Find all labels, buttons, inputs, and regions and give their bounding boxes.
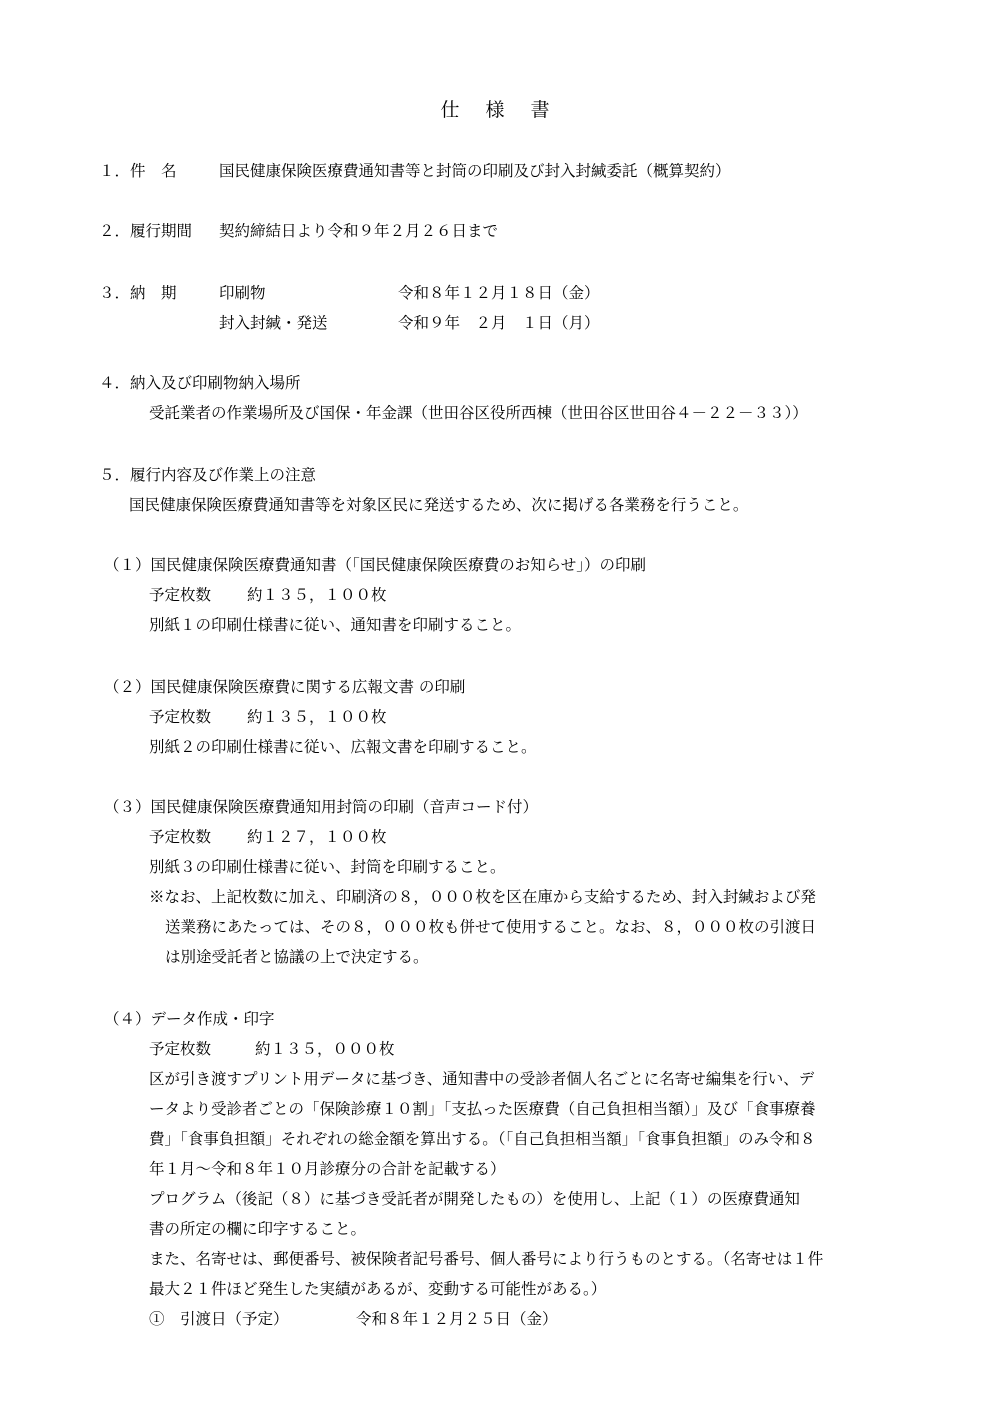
item-4-body-line: 最大２１件ほど発生した実績があるが、変動する可能性がある。） xyxy=(149,1280,607,1298)
delivery-date: 令和９年 ２月 １日（月） xyxy=(398,314,600,332)
item-4-body-line: 費」「食事負担額」それぞれの総金額を算出する。（「自己負担相当額」「食事負担額」のみ令和８ xyxy=(149,1130,816,1148)
item-2-count-label: 予定枚数 xyxy=(149,708,212,726)
item-3-remark-line: は別途受託者と協議の上で決定する。 xyxy=(165,948,429,966)
item-2-note: 別紙２の印刷仕様書に従い、広報文書を印刷すること。 xyxy=(149,738,537,756)
delivery-item: 印刷物 xyxy=(219,284,266,302)
section-4-label: ４．納入及び印刷物納入場所 xyxy=(99,374,301,392)
item-4-count: 約１３５，０００枚 xyxy=(255,1040,395,1058)
item-4-body-line: ータより受診者ごとの「保険診療１０割」「支払った医療費（自己負担相当額）」及び「食事療養 xyxy=(149,1100,816,1118)
delivery-date: 令和８年１２月１８日（金） xyxy=(398,284,600,302)
section-5-label: ５．履行内容及び作業上の注意 xyxy=(99,466,317,484)
item-4-body-line: プログラム（後記（８）に基づき受託者が開発したもの）を使用し、上記（１）の医療費通知 xyxy=(149,1190,800,1208)
item-4-count-label: 予定枚数 xyxy=(149,1040,212,1058)
item-1-count-label: 予定枚数 xyxy=(149,586,212,604)
item-4-heading: （４）データ作成・印字 xyxy=(104,1010,275,1028)
item-3-count-label: 予定枚数 xyxy=(149,828,212,846)
item-4-body-line: また、名寄せは、郵便番号、被保険者記号番号、個人番号により行うものとする。（名寄せは１件 xyxy=(149,1250,824,1268)
item-1-note: 別紙１の印刷仕様書に従い、通知書を印刷すること。 xyxy=(149,616,522,634)
item-4-body-line: 書の所定の欄に印字すること。 xyxy=(149,1220,367,1238)
item-4-schedule-label: ① 引渡日（予定） xyxy=(149,1310,289,1328)
section-2-label: ２．履行期間 xyxy=(99,222,193,240)
section-5-intro: 国民健康保険医療費通知書等を対象区民に発送するため、次に掲げる各業務を行うこと。 xyxy=(129,496,749,514)
item-1-count: 約１３５，１００枚 xyxy=(247,586,387,604)
section-1-label: １．件 名 xyxy=(99,162,177,180)
item-3-note: 別紙３の印刷仕様書に従い、封筒を印刷すること。 xyxy=(149,858,506,876)
section-1-value: 国民健康保険医療費通知書等と封筒の印刷及び封入封緘委託（概算契約） xyxy=(219,162,731,180)
delivery-item: 封入封緘・発送 xyxy=(219,314,328,332)
item-2-count: 約１３５，１００枚 xyxy=(247,708,387,726)
item-3-remark-line: ※なお、上記枚数に加え、印刷済の８，０００枚を区在庫から支給するため、封入封緘および発 xyxy=(149,888,816,906)
item-3-count: 約１２７，１００枚 xyxy=(247,828,387,846)
document-title: 仕 様 書 xyxy=(440,99,560,121)
item-3-remark-line: 送業務にあたっては、その８，０００枚も併せて使用すること。なお、８，０００枚の引渡日 xyxy=(165,918,817,936)
section-2-value: 契約締結日より令和９年２月２６日まで xyxy=(219,222,499,240)
item-3-heading: （３）国民健康保険医療費通知用封筒の印刷（音声コード付） xyxy=(104,798,539,816)
item-4-schedule-date: 令和８年１２月２５日（金） xyxy=(356,1310,558,1328)
item-1-heading: （１）国民健康保険医療費通知書（「国民健康保険医療費のお知らせ」）の印刷 xyxy=(104,556,647,574)
section-3-label: ３．納 期 xyxy=(99,284,177,302)
section-4-text: 受託業者の作業場所及び国保・年金課（世田谷区役所西棟（世田谷区世田谷４－２２－３３）） xyxy=(149,404,808,422)
item-2-heading: （２）国民健康保険医療費に関する広報文書 の印刷 xyxy=(104,678,466,696)
item-4-body-line: 年１月～令和８年１０月診療分の合計を記載する） xyxy=(149,1160,506,1178)
item-4-body-line: 区が引き渡すプリント用データに基づき、通知書中の受診者個人名ごとに名寄せ編集を行い、デ xyxy=(149,1070,815,1088)
